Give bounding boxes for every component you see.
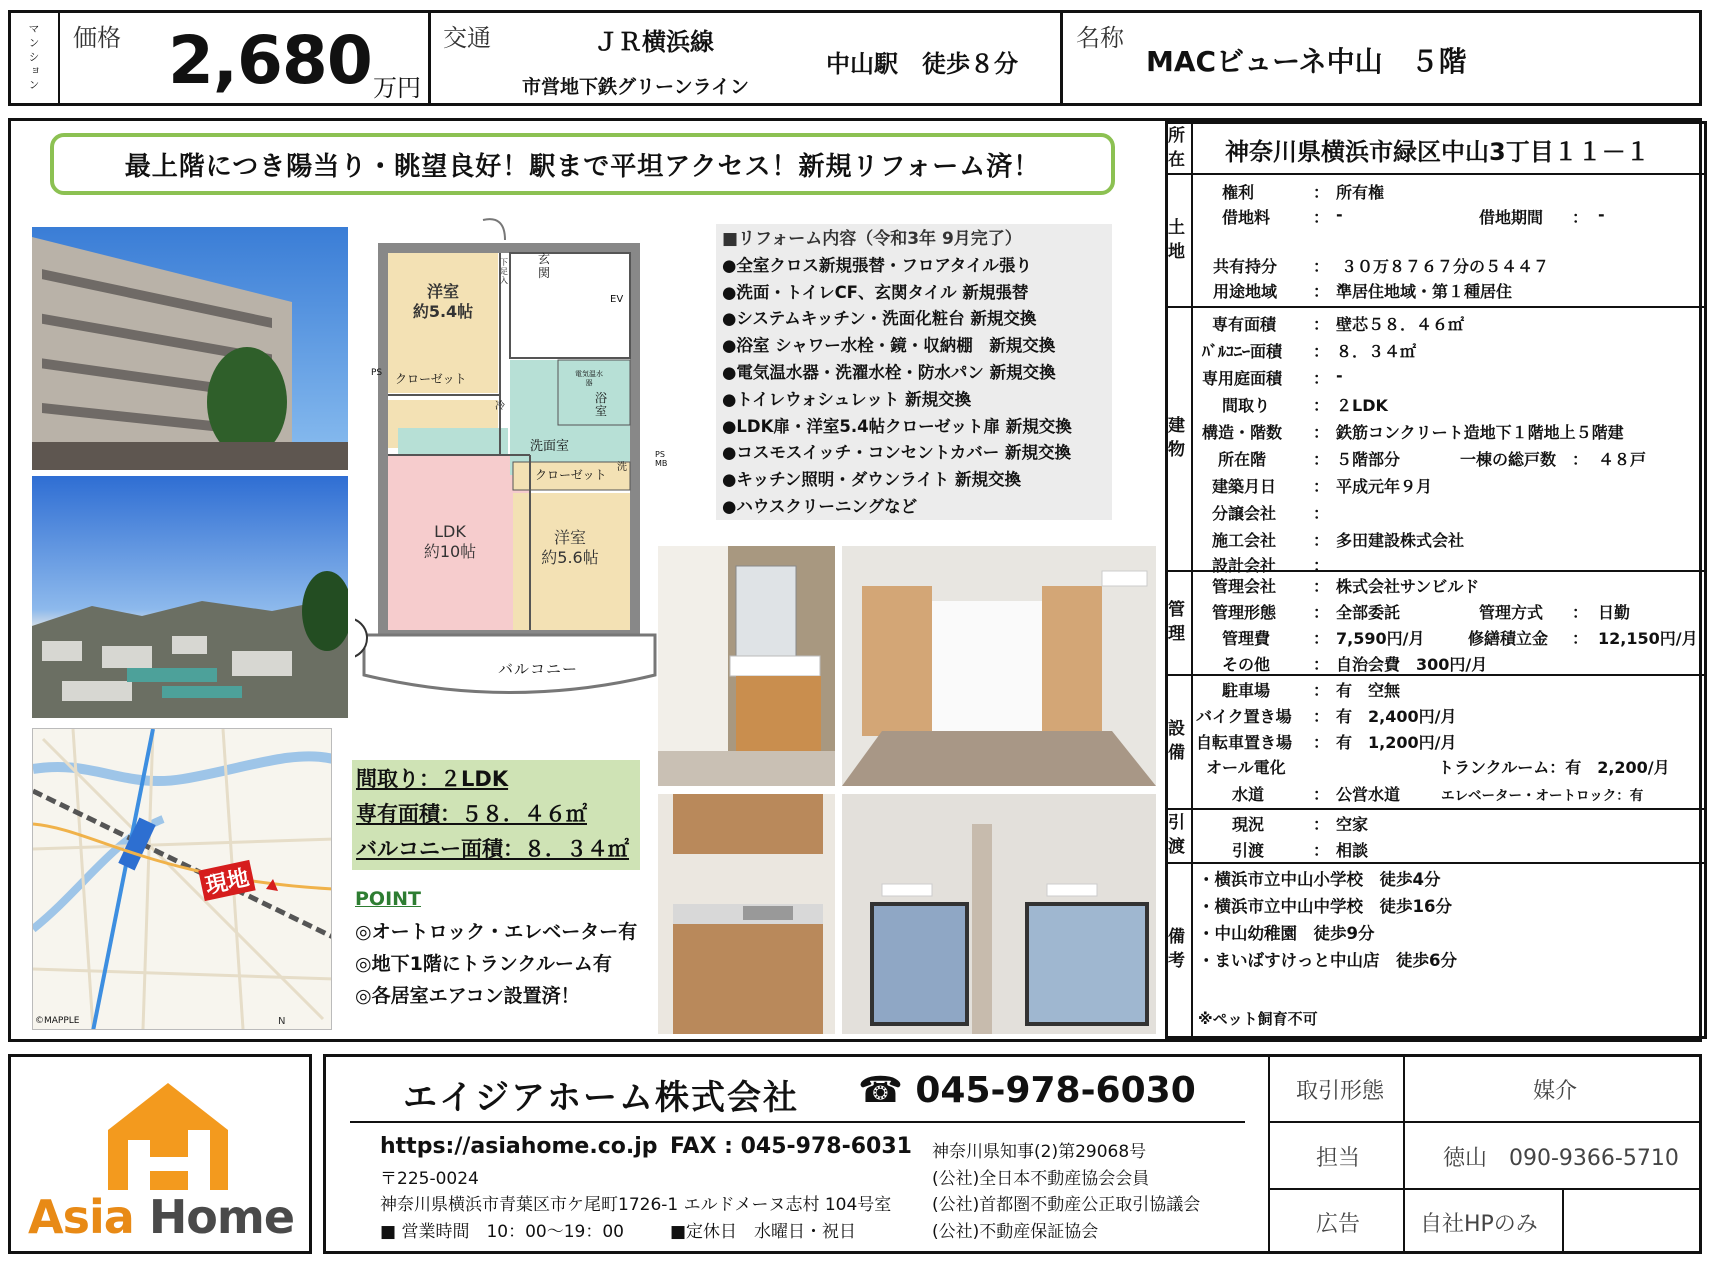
area-map [32,728,332,1030]
transport-label: 交通 [443,24,491,52]
ad-label: 広告 [1316,1212,1361,1237]
reform-item: ●ハウスクリーニングなど [722,496,918,516]
reform-item: ●システムキッチン・洗面化粧台 新規交換 [722,309,1037,329]
section-label: 備考 [1168,864,1193,1036]
point-list [355,916,637,1012]
reform-item: ●LDK扉・洋室5.4帖クローゼット扉 新規交換 [722,416,1072,436]
section-label: 建物 [1168,308,1193,570]
heater-label: 電気温水器 [575,370,603,387]
divider [58,12,60,104]
association-3: (公社)不動産保証協会 [932,1222,1099,1242]
section-land: 土地 権利 ： 所有権 借地料 ： - 借地期間 ： - 共有持分 ： ３０万８７６７分の５４４７ 用途地域 ： 準居住地域・第１種居住 [1168,175,1704,308]
room-photo-2 [842,794,1156,1034]
property-details-table [1165,121,1707,1039]
divider [1268,1188,1700,1190]
reform-item: ●浴室 シャワー水栓・鏡・収納棚 新規交換 [722,336,1056,356]
company-address: 神奈川県横浜市青葉区市ケ尾町1726-1 エルドメーヌ志村 104号室 [380,1195,892,1215]
logo-text: Asia Home [28,1190,295,1244]
reform-item: ●キッチン照明・ダウンライト 新規交換 [722,470,1021,490]
section-label: 所在 [1168,124,1193,173]
building-exterior-photo [32,227,348,470]
divider [1268,1121,1700,1123]
room1-label: 洋室 約5.4帖 [412,282,474,321]
price-unit: 万円 [373,74,421,102]
staff-label: 担当 [1316,1146,1361,1171]
property-type-label: マンション [27,23,40,93]
staff-value: 徳山 090-9366-5710 [1443,1146,1679,1171]
catchcopy-banner: 最上階につき陽当り・眺望良好！駅まで平坦アクセス！新規リフォーム済！ [50,133,1115,195]
pet-note: ※ペット飼育不可 [1198,1010,1318,1028]
divider [1562,1189,1564,1252]
bath-label: 浴室 [595,391,608,418]
section-location [1168,124,1704,175]
point-item: ◎オートロック・エレベーター有 [355,921,638,943]
reform-item: ●トイレウォシュレット 新規交換 [722,389,972,409]
divider [1403,1056,1405,1252]
company-phone: ☎ 045-978-6030 [858,1070,1196,1111]
section-handover: 引渡 現況 ： 空家 引渡 ： 相談 [1168,810,1704,864]
note-item: ・まいばすけっと中山店 徒歩6分 [1198,951,1457,970]
washroom-label: 洗面室 [530,439,570,454]
section-management: 管理 管理会社 ： 株式会社サンビルド 管理形態 ： 全部委託 管理方式 ： 日勤 管理費 ： 7,590円/月 修繕積立金 ： 12,150円/月 その他 ： 自治会費 300円/月 [1168,572,1704,676]
point-item: ◎地下1階にトランクルーム有 [355,953,612,975]
company-logo [28,1075,294,1245]
reform-item: ●全室クロス新規張替・フロアタイル張り [722,255,1032,275]
association-2: (公社)首都圏不動産公正取引協議会 [932,1195,1201,1215]
price-value: 2,680 [168,22,372,99]
kitchen-photo [658,794,835,1034]
view-photo [32,476,348,718]
reform-item: ●洗面・トイレCF、玄関タイル 新規張替 [722,282,1029,302]
reform-item: ●電気温水器・洗濯水栓・防水パン 新規交換 [722,362,1056,382]
note-item: ・中山幼稚園 徒歩9分 [1198,924,1375,943]
section-label: 管理 [1168,572,1193,674]
association-1: (公社)全日本不動産協会会員 [932,1169,1150,1189]
company-zip: 〒225-0024 [380,1169,479,1189]
shoebox-label: 下足入 [500,258,508,285]
room2-label: 洋室 約5.6帖 [541,528,599,567]
reform-panel [716,224,1112,520]
license-number: 神奈川県知事(2)第29068号 [932,1142,1147,1162]
section-equipment: 設備 駐車場 ： 有 空無 バイク置き場 ： 有 2,400円/月 自転車置き場 ： 有 1,200円/月 オール電化 トランクルーム：有 2,200/月 水道 ： 公営水道 エレベーター・オートロック：有 [1168,676,1704,810]
name-label: 名称 [1076,24,1124,52]
note-item: ・横浜市立中山小学校 徒歩4分 [1198,870,1441,889]
train-line-2: 市営地下鉄グリーンライン [522,76,750,98]
divider [1060,12,1063,104]
section-building: 建物 専有面積 ： 壁芯５８．４６㎡ ﾊﾞﾙｺﾆｰ面積 ： ８．３４㎡ 専用庭面積 ： - 間取り ： ２LDK 構造・階数 ： 鉄筋コンクリート造地下１階地上５階建 所在階 ： ５階部分 一棟の総戸数 ： ４８戸 建築月日 ： 平成元年９月 分譲会社 ： 施工会社 ： 多田建設株式会社 設計会社 ： [1168,308,1704,572]
summary-layout: 間取り：２LDK [356,767,509,791]
notes-list [1198,866,1457,974]
section-notes [1168,864,1704,1036]
closed-days: ■定休日 水曜日・祝日 [670,1222,857,1242]
divider [428,12,431,104]
section-label: 設備 [1168,676,1193,808]
reform-list [722,253,1106,521]
footer-divider [350,1121,1245,1123]
summary-balcony: バルコニー面積：８．３４㎡ [356,837,629,861]
deal-type-value: 媒介 [1533,1079,1578,1104]
deal-type-label: 取引形態 [1296,1079,1385,1104]
balcony-label: バルコニー [498,660,579,678]
room-photo-1 [842,546,1156,786]
section-label: 引渡 [1168,810,1193,862]
closet1-label: クローゼット [395,372,467,386]
company-name: エイジアホーム株式会社 [403,1078,799,1118]
company-fax: FAX : 045-978-6031 [670,1134,912,1159]
company-url[interactable]: https://asiahome.co.jp [380,1134,658,1159]
map-credit: ©MAPPLE [35,1016,80,1026]
reform-title: ■リフォーム内容（令和3年 9月完了） [722,229,1022,249]
psmb-label: PS MB [655,450,668,468]
washroom-photo [658,546,835,786]
price-label: 価格 [73,24,121,52]
summary-box [352,760,640,870]
point-item: ◎各居室エアコン設置済！ [355,985,580,1007]
ad-value: 自社HPのみ [1420,1212,1538,1237]
site-marker-label: 現地 [198,860,255,901]
ev-label: EV [610,294,624,305]
closet2-label: クローゼット [535,468,607,482]
section-label: 土地 [1168,175,1193,306]
divider [1268,1056,1270,1252]
summary-area: 専有面積：５８．４６㎡ [356,802,587,826]
note-item: ・横浜市立中山中学校 徒歩16分 [1198,897,1452,916]
reform-item: ●コスモスイッチ・コンセントカバー 新規交換 [722,443,1071,463]
business-hours: ■ 営業時間 10：00～19：00 [380,1222,624,1242]
location-value: 神奈川県横浜市緑区中山3丁目１１－１ [1225,138,1650,166]
station-walk: 中山駅 徒歩８分 [826,50,1018,78]
entrance-label: 玄関 [538,252,551,280]
property-name: MACビューネ中山 ５階 [1146,45,1467,78]
train-line-1: ＪＲ横浜線 [594,28,714,56]
ldk-label: LDK 約10帖 [423,522,477,561]
svg-text:N: N [278,1016,286,1027]
fridge-label: 冷 [495,401,505,412]
floor-plan [355,210,685,710]
wash-label: 洗 [617,462,627,473]
ps-label: PS [371,368,383,378]
point-title: POINT [355,888,422,910]
